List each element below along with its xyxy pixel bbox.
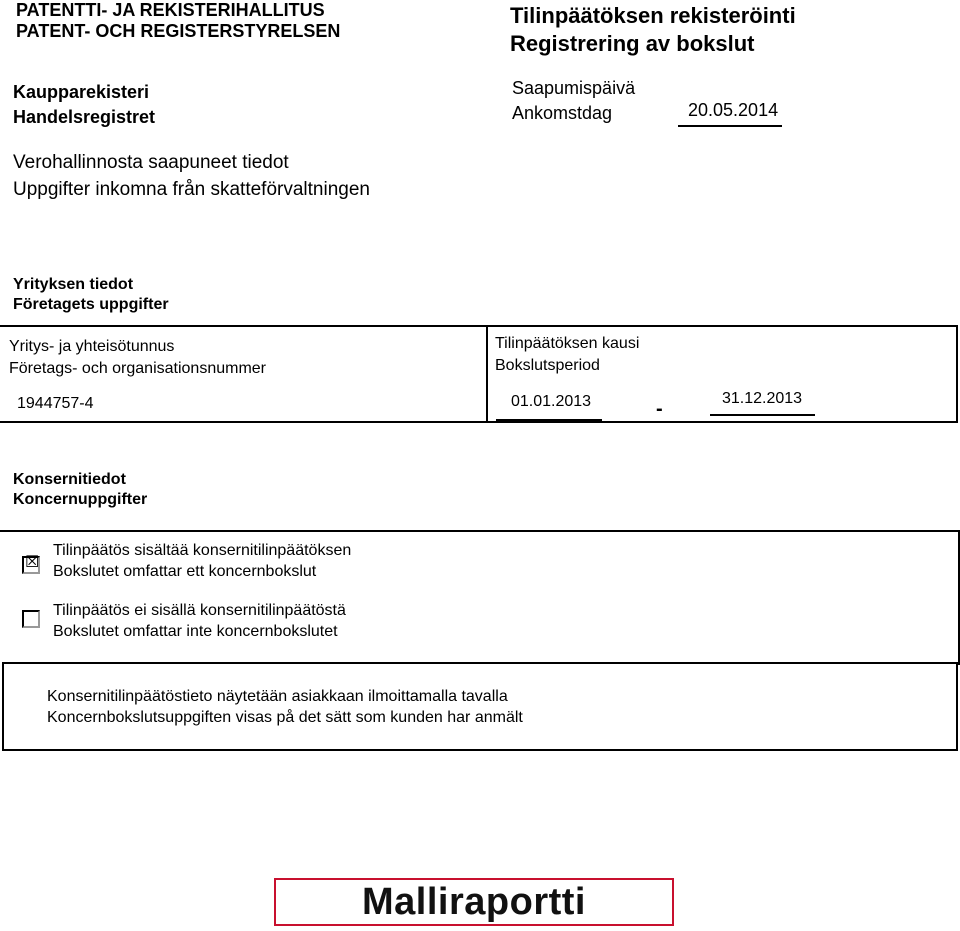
document-title — [510, 2, 796, 58]
group-not-included-label — [53, 600, 346, 642]
registry-name-fi: Kaupparekisteri — [13, 82, 150, 102]
document-title-sv: Registrering av bokslut — [510, 31, 755, 56]
group-included-label-fi: Tilinpäätös sisältää konsernitilinpäätöksen — [53, 542, 352, 559]
group-info-sv: Koncernbokslutsuppgiften visas på det sätt som kunden har anmält — [47, 709, 523, 726]
company-box-divider — [486, 325, 488, 423]
period-end-underline — [710, 414, 815, 416]
group-not-included-label-fi: Tilinpäätös ei sisällä konsernitilinpäätöstä — [53, 602, 346, 619]
arrival-date-underline — [678, 125, 782, 127]
arrival-date-label-sv: Ankomstdag — [512, 103, 613, 123]
period-label-fi: Tilinpäätöksen kausi — [495, 335, 640, 352]
business-id-label — [9, 336, 266, 380]
group-included-label — [53, 540, 351, 582]
period-start-underline — [496, 419, 602, 421]
group-heading-fi: Konsernitiedot — [13, 471, 126, 488]
registry-name-sv: Handelsregistret — [13, 107, 156, 127]
group-included-label-sv: Bokslutet omfattar ett koncernbokslut — [53, 563, 317, 580]
arrival-date-label-fi: Saapumispäivä — [512, 78, 636, 98]
company-heading-fi: Yrityksen tiedot — [13, 276, 134, 293]
tax-source-fi: Verohallinnosta saapuneet tiedot — [13, 152, 289, 173]
group-section-heading — [13, 470, 147, 510]
authority-name-fi: PATENTTI- JA REKISTERIHALLITUS — [16, 0, 325, 20]
authority-name — [16, 0, 340, 42]
arrival-date-value: 20.05.2014 — [688, 100, 779, 120]
period-label-sv: Bokslutsperiod — [495, 357, 600, 374]
document-title-fi: Tilinpäätöksen rekisteröinti — [510, 3, 796, 28]
tax-source-sv: Uppgifter inkomna från skatteförvaltningen — [13, 179, 370, 200]
group-info-fi: Konsernitilinpäätöstieto näytetään asiakkaan ilmoittamalla tavalla — [47, 688, 508, 705]
business-id-label-fi: Yritys- ja yhteisötunnus — [9, 338, 175, 355]
business-id-label-sv: Företags- och organisationsnummer — [9, 360, 267, 377]
group-info-note — [47, 686, 523, 728]
tax-source-note — [13, 149, 370, 203]
period-end-value: 31.12.2013 — [722, 390, 803, 407]
period-label — [495, 333, 639, 377]
authority-name-sv: PATENT- OCH REGISTERSTYRELSEN — [16, 21, 341, 41]
checkbox-checked-mark: ☒ — [25, 554, 40, 571]
registry-name — [13, 80, 155, 130]
company-heading-sv: Företagets uppgifter — [13, 296, 169, 313]
group-included-checkbox[interactable] — [22, 556, 40, 574]
period-start-value: 01.01.2013 — [511, 393, 592, 410]
group-not-included-checkbox[interactable] — [22, 610, 40, 628]
period-separator: - — [656, 398, 663, 420]
group-heading-sv: Koncernuppgifter — [13, 491, 148, 508]
business-id-value: 1944757-4 — [17, 395, 94, 412]
arrival-date-label — [512, 76, 635, 126]
sample-report-stamp: Malliraportti — [274, 878, 674, 926]
group-not-included-label-sv: Bokslutet omfattar inte koncernbokslutet — [53, 623, 338, 640]
company-section-heading — [13, 275, 169, 315]
